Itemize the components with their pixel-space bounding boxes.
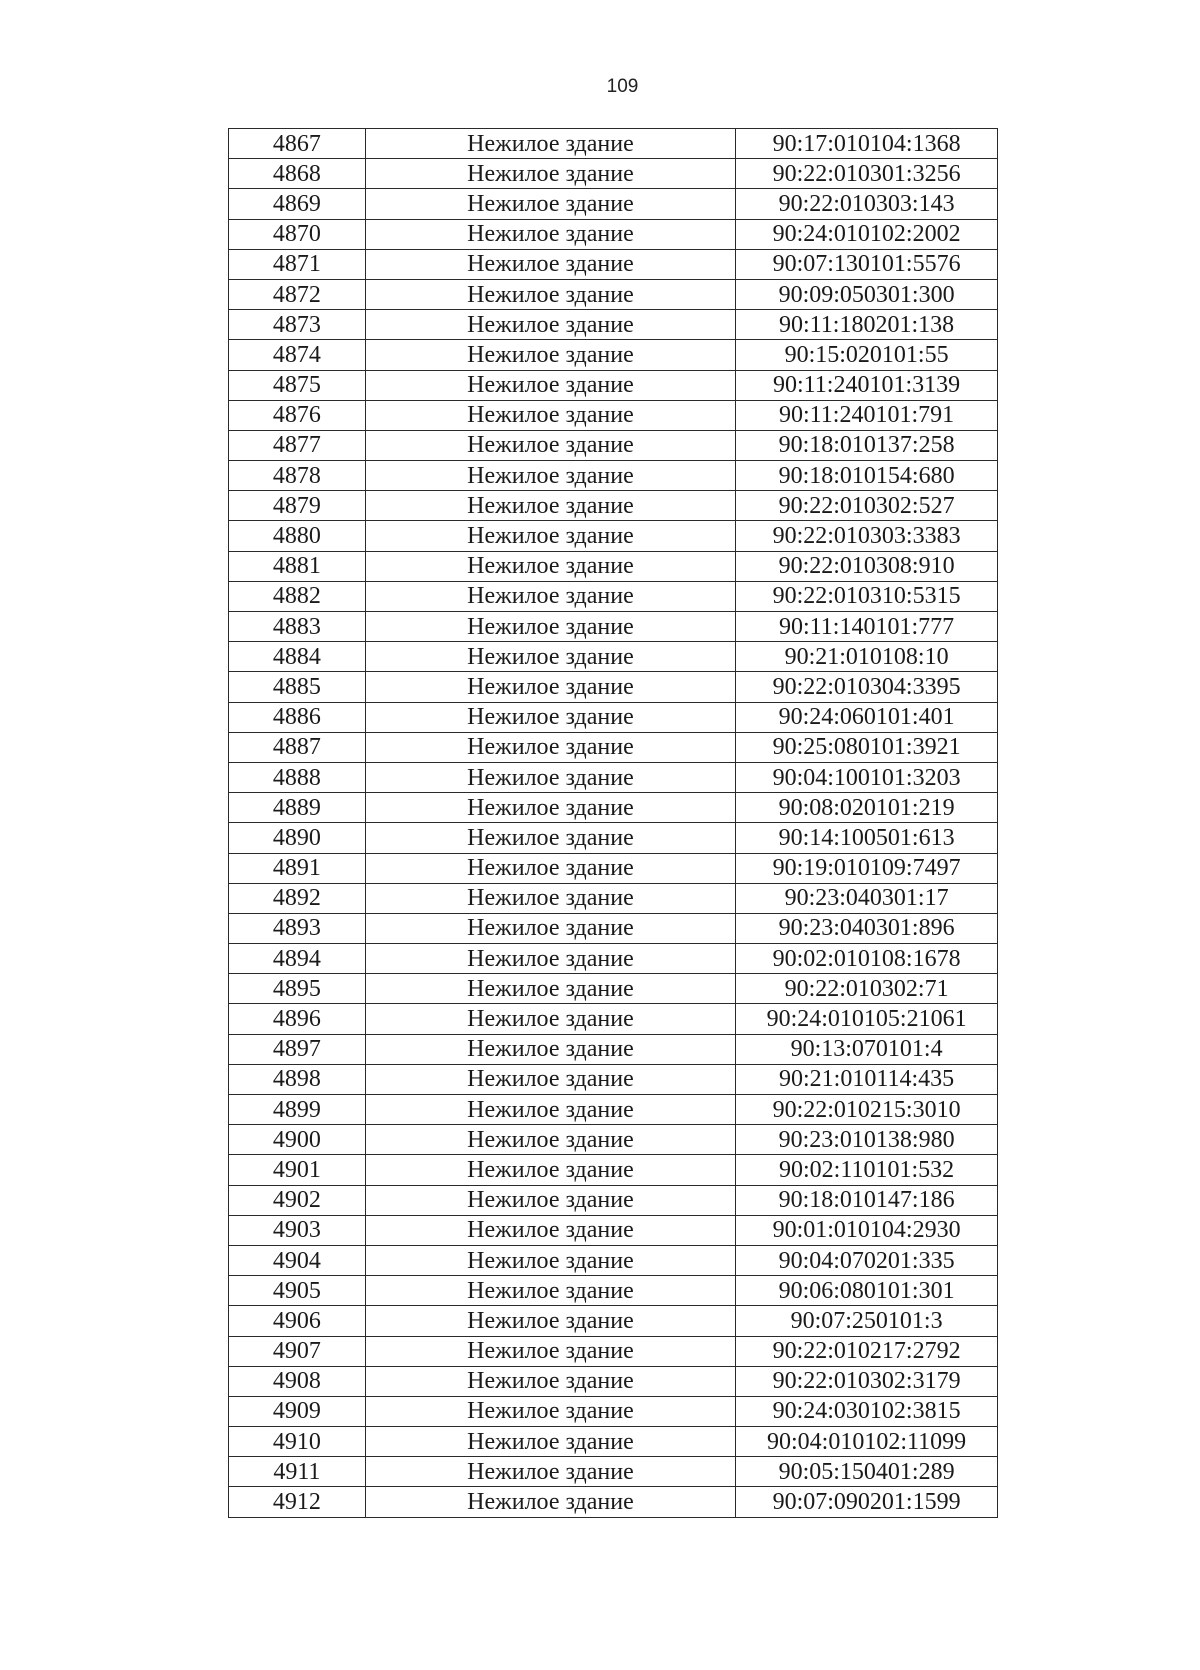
table-row (229, 491, 998, 521)
row-number-cell: 4868 (229, 159, 366, 189)
cadastral-number-cell: 90:22:010303:143 (736, 189, 998, 219)
object-type-cell: Нежилое здание (365, 1155, 735, 1185)
cadastral-number-cell: 90:22:010301:3256 (736, 159, 998, 189)
object-type-cell: Нежилое здание (365, 732, 735, 762)
table-row (229, 1245, 998, 1275)
row-number-cell: 4882 (229, 581, 366, 611)
cadastral-number-cell: 90:15:020101:55 (736, 340, 998, 370)
row-number-cell: 4895 (229, 974, 366, 1004)
row-number-cell: 4908 (229, 1366, 366, 1396)
table-row (229, 1004, 998, 1034)
table-row (229, 370, 998, 400)
row-number-cell: 4880 (229, 521, 366, 551)
table-row (229, 1185, 998, 1215)
object-type-cell: Нежилое здание (365, 581, 735, 611)
cadastral-number-cell: 90:07:250101:3 (736, 1306, 998, 1336)
object-type-cell: Нежилое здание (365, 1095, 735, 1125)
object-type-cell: Нежилое здание (365, 189, 735, 219)
table-row (229, 672, 998, 702)
cadastral-number-cell: 90:11:240101:3139 (736, 370, 998, 400)
object-type-cell: Нежилое здание (365, 551, 735, 581)
table-row (229, 1095, 998, 1125)
table-row (229, 521, 998, 551)
object-type-cell: Нежилое здание (365, 491, 735, 521)
cadastral-number-cell: 90:24:060101:401 (736, 702, 998, 732)
cadastral-number-cell: 90:11:180201:138 (736, 310, 998, 340)
table-row (229, 400, 998, 430)
object-type-cell: Нежилое здание (365, 400, 735, 430)
cadastral-number-cell: 90:22:010217:2792 (736, 1336, 998, 1366)
cadastral-number-cell: 90:18:010137:258 (736, 430, 998, 460)
cadastral-number-cell: 90:22:010308:910 (736, 551, 998, 581)
table-row (229, 762, 998, 792)
row-number-cell: 4910 (229, 1427, 366, 1457)
row-number-cell: 4871 (229, 249, 366, 279)
table-row (229, 883, 998, 913)
object-type-cell: Нежилое здание (365, 1487, 735, 1517)
table-row (229, 1487, 998, 1517)
table-row (229, 1366, 998, 1396)
table-body (229, 129, 998, 1518)
table-row (229, 310, 998, 340)
table-row (229, 1427, 998, 1457)
row-number-cell: 4872 (229, 279, 366, 309)
object-type-cell: Нежилое здание (365, 219, 735, 249)
row-number-cell: 4898 (229, 1064, 366, 1094)
cadastral-number-cell: 90:22:010302:527 (736, 491, 998, 521)
row-number-cell: 4906 (229, 1306, 366, 1336)
object-type-cell: Нежилое здание (365, 370, 735, 400)
row-number-cell: 4876 (229, 400, 366, 430)
table-row (229, 944, 998, 974)
cadastral-number-cell: 90:19:010109:7497 (736, 853, 998, 883)
object-type-cell: Нежилое здание (365, 974, 735, 1004)
cadastral-number-cell: 90:21:010114:435 (736, 1064, 998, 1094)
table-row (229, 1215, 998, 1245)
table-row (229, 793, 998, 823)
table-row (229, 913, 998, 943)
table-row (229, 219, 998, 249)
table-row (229, 974, 998, 1004)
object-type-cell: Нежилое здание (365, 1396, 735, 1426)
cadastral-number-cell: 90:22:010303:3383 (736, 521, 998, 551)
cadastral-number-cell: 90:07:130101:5576 (736, 249, 998, 279)
table-row (229, 279, 998, 309)
cadastral-number-cell: 90:05:150401:289 (736, 1457, 998, 1487)
table-row (229, 1336, 998, 1366)
row-number-cell: 4892 (229, 883, 366, 913)
row-number-cell: 4907 (229, 1336, 366, 1366)
object-type-cell: Нежилое здание (365, 430, 735, 460)
row-number-cell: 4900 (229, 1125, 366, 1155)
cadastral-number-cell: 90:24:030102:3815 (736, 1396, 998, 1426)
table-row (229, 340, 998, 370)
table-row (229, 1306, 998, 1336)
cadastral-number-cell: 90:04:070201:335 (736, 1245, 998, 1275)
object-type-cell: Нежилое здание (365, 762, 735, 792)
row-number-cell: 4874 (229, 340, 366, 370)
row-number-cell: 4878 (229, 461, 366, 491)
row-number-cell: 4875 (229, 370, 366, 400)
object-type-cell: Нежилое здание (365, 340, 735, 370)
row-number-cell: 4883 (229, 612, 366, 642)
row-number-cell: 4891 (229, 853, 366, 883)
table-row (229, 1064, 998, 1094)
row-number-cell: 4873 (229, 310, 366, 340)
cadastral-number-cell: 90:21:010108:10 (736, 642, 998, 672)
cadastral-number-cell: 90:13:070101:4 (736, 1034, 998, 1064)
row-number-cell: 4890 (229, 823, 366, 853)
object-type-cell: Нежилое здание (365, 1034, 735, 1064)
page-number: 109 (606, 76, 639, 97)
table-row (229, 1125, 998, 1155)
row-number-cell: 4877 (229, 430, 366, 460)
cadastral-number-cell: 90:11:240101:791 (736, 400, 998, 430)
cadastral-number-cell: 90:02:010108:1678 (736, 944, 998, 974)
object-type-cell: Нежилое здание (365, 310, 735, 340)
table-row (229, 642, 998, 672)
cadastral-number-cell: 90:14:100501:613 (736, 823, 998, 853)
row-number-cell: 4869 (229, 189, 366, 219)
table-row (229, 581, 998, 611)
cadastral-number-cell: 90:04:100101:3203 (736, 762, 998, 792)
table-row (229, 702, 998, 732)
row-number-cell: 4905 (229, 1276, 366, 1306)
cadastral-number-cell: 90:25:080101:3921 (736, 732, 998, 762)
table-row (229, 823, 998, 853)
table-row (229, 249, 998, 279)
table-row (229, 853, 998, 883)
object-type-cell: Нежилое здание (365, 129, 735, 159)
table-row (229, 189, 998, 219)
object-type-cell: Нежилое здание (365, 1185, 735, 1215)
object-type-cell: Нежилое здание (365, 913, 735, 943)
row-number-cell: 4911 (229, 1457, 366, 1487)
object-type-cell: Нежилое здание (365, 1004, 735, 1034)
object-type-cell: Нежилое здание (365, 793, 735, 823)
table-row (229, 1034, 998, 1064)
object-type-cell: Нежилое здание (365, 1427, 735, 1457)
row-number-cell: 4887 (229, 732, 366, 762)
cadastral-number-cell: 90:22:010302:71 (736, 974, 998, 1004)
object-type-cell: Нежилое здание (365, 159, 735, 189)
row-number-cell: 4881 (229, 551, 366, 581)
cadastral-number-cell: 90:23:040301:896 (736, 913, 998, 943)
cadastral-number-cell: 90:22:010310:5315 (736, 581, 998, 611)
row-number-cell: 4902 (229, 1185, 366, 1215)
cadastral-number-cell: 90:22:010304:3395 (736, 672, 998, 702)
object-type-cell: Нежилое здание (365, 461, 735, 491)
cadastral-number-cell: 90:09:050301:300 (736, 279, 998, 309)
object-type-cell: Нежилое здание (365, 1336, 735, 1366)
row-number-cell: 4894 (229, 944, 366, 974)
table-row (229, 1396, 998, 1426)
table-row (229, 551, 998, 581)
cadastral-number-cell: 90:24:010102:2002 (736, 219, 998, 249)
object-type-cell: Нежилое здание (365, 1276, 735, 1306)
cadastral-number-cell: 90:11:140101:777 (736, 612, 998, 642)
row-number-cell: 4867 (229, 129, 366, 159)
cadastral-number-cell: 90:17:010104:1368 (736, 129, 998, 159)
object-type-cell: Нежилое здание (365, 279, 735, 309)
object-type-cell: Нежилое здание (365, 883, 735, 913)
row-number-cell: 4896 (229, 1004, 366, 1034)
object-type-cell: Нежилое здание (365, 823, 735, 853)
cadastral-number-cell: 90:04:010102:11099 (736, 1427, 998, 1457)
table-row (229, 732, 998, 762)
object-type-cell: Нежилое здание (365, 249, 735, 279)
row-number-cell: 4885 (229, 672, 366, 702)
object-type-cell: Нежилое здание (365, 702, 735, 732)
row-number-cell: 4870 (229, 219, 366, 249)
object-type-cell: Нежилое здание (365, 1215, 735, 1245)
table-row (229, 461, 998, 491)
row-number-cell: 4903 (229, 1215, 366, 1245)
cadastral-number-cell: 90:24:010105:21061 (736, 1004, 998, 1034)
cadastral-number-cell: 90:22:010302:3179 (736, 1366, 998, 1396)
object-type-cell: Нежилое здание (365, 521, 735, 551)
row-number-cell: 4893 (229, 913, 366, 943)
row-number-cell: 4879 (229, 491, 366, 521)
cadastral-number-cell: 90:08:020101:219 (736, 793, 998, 823)
row-number-cell: 4889 (229, 793, 366, 823)
object-type-cell: Нежилое здание (365, 853, 735, 883)
table-row (229, 430, 998, 460)
row-number-cell: 4909 (229, 1396, 366, 1426)
table-row (229, 129, 998, 159)
cadastral-number-cell: 90:18:010154:680 (736, 461, 998, 491)
row-number-cell: 4899 (229, 1095, 366, 1125)
cadastral-number-cell: 90:02:110101:532 (736, 1155, 998, 1185)
cadastral-number-cell: 90:23:040301:17 (736, 883, 998, 913)
cadastral-number-cell: 90:07:090201:1599 (736, 1487, 998, 1517)
row-number-cell: 4888 (229, 762, 366, 792)
cadastral-number-cell: 90:23:010138:980 (736, 1125, 998, 1155)
object-type-cell: Нежилое здание (365, 1306, 735, 1336)
cadastral-number-cell: 90:06:080101:301 (736, 1276, 998, 1306)
table-row (229, 1457, 998, 1487)
table-row (229, 1276, 998, 1306)
object-type-cell: Нежилое здание (365, 1125, 735, 1155)
object-type-cell: Нежилое здание (365, 672, 735, 702)
cadastral-number-cell: 90:22:010215:3010 (736, 1095, 998, 1125)
object-type-cell: Нежилое здание (365, 612, 735, 642)
row-number-cell: 4897 (229, 1034, 366, 1064)
row-number-cell: 4884 (229, 642, 366, 672)
cadastral-number-cell: 90:18:010147:186 (736, 1185, 998, 1215)
row-number-cell: 4912 (229, 1487, 366, 1517)
object-type-cell: Нежилое здание (365, 944, 735, 974)
table-row (229, 1155, 998, 1185)
cadastral-number-cell: 90:01:010104:2930 (736, 1215, 998, 1245)
table-row (229, 612, 998, 642)
row-number-cell: 4901 (229, 1155, 366, 1185)
registry-table (228, 128, 998, 1518)
object-type-cell: Нежилое здание (365, 642, 735, 672)
object-type-cell: Нежилое здание (365, 1245, 735, 1275)
object-type-cell: Нежилое здание (365, 1366, 735, 1396)
row-number-cell: 4886 (229, 702, 366, 732)
row-number-cell: 4904 (229, 1245, 366, 1275)
object-type-cell: Нежилое здание (365, 1457, 735, 1487)
table-row (229, 159, 998, 189)
object-type-cell: Нежилое здание (365, 1064, 735, 1094)
